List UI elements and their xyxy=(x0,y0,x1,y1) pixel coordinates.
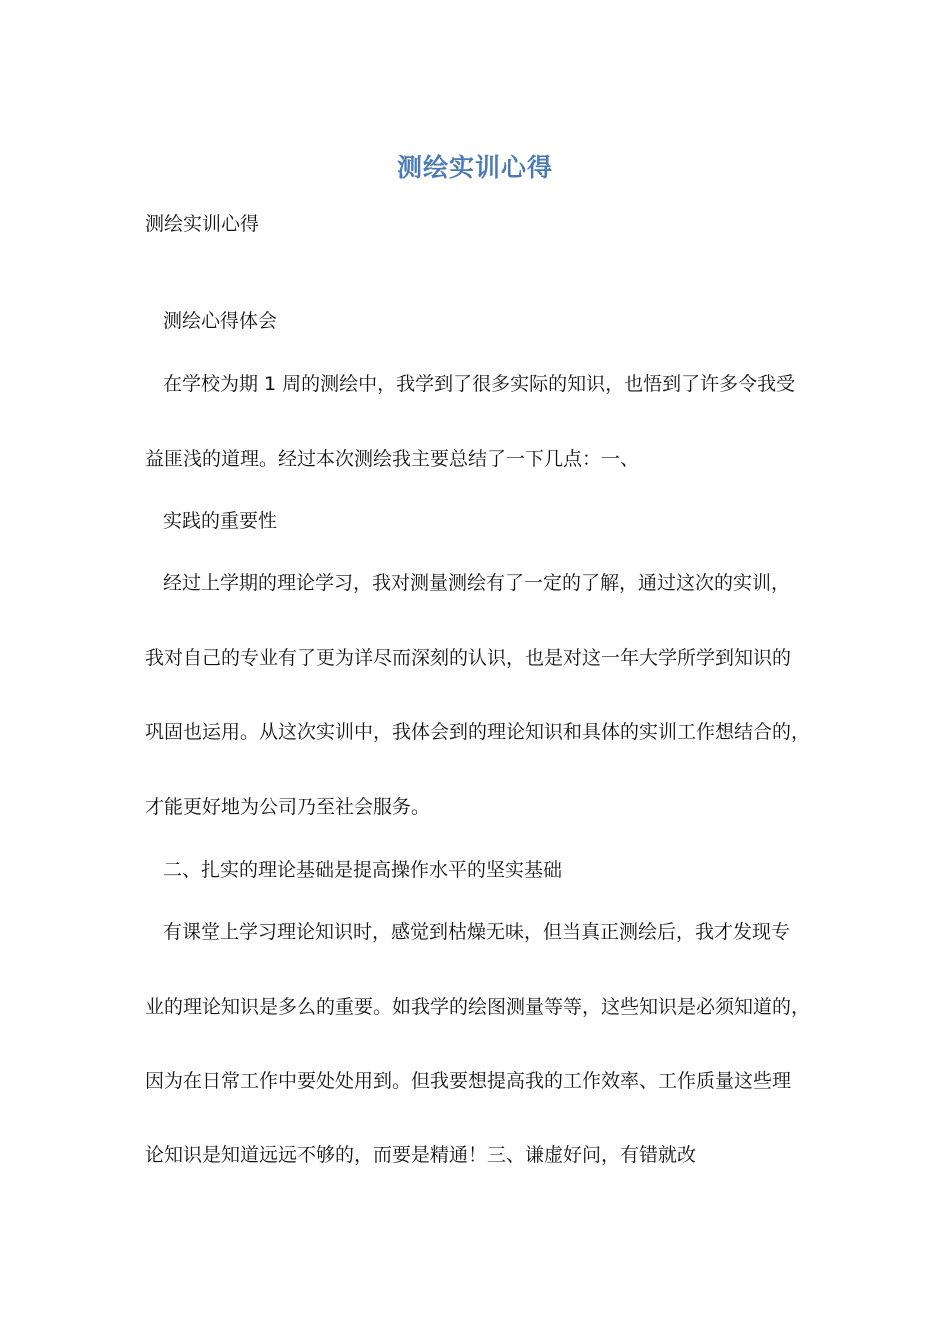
document-subtitle: 测绘实训心得 xyxy=(145,213,260,235)
paragraph-line: 经过上学期的理论学习，我对测量测绘有了一定的了解，通过这次的实训， xyxy=(163,572,791,594)
paragraph-line: 才能更好地为公司乃至社会服务。 xyxy=(145,796,431,818)
paragraph-line: 有课堂上学习理论知识时，感觉到枯燥无味，但当真正测绘后，我才发现专 xyxy=(163,921,791,943)
paragraph-line: 巩固也运用。从这次实训中，我体会到的理论知识和具体的实训工作想结合的， xyxy=(145,721,811,743)
section-heading: 实践的重要性 xyxy=(163,510,278,532)
paragraph-line: 业的理论知识是多么的重要。如我学的绘图测量等等，这些知识是必须知道的， xyxy=(145,996,811,1018)
paragraph-line: 我对自己的专业有了更为详尽而深刻的认识，也是对这一年大学所学到知识的 xyxy=(145,647,792,669)
paragraph-line: 在学校为期 1 周的测绘中，我学到了很多实际的知识，也悟到了许多令我受 xyxy=(163,373,796,395)
document-title: 测绘实训心得 xyxy=(396,153,553,182)
paragraph-line: 因为在日常工作中要处处用到。但我要想提高我的工作效率、工作质量这些理 xyxy=(145,1070,792,1092)
paragraph-line: 论知识是知道远远不够的，而要是精通！三、谦虚好问，有错就改 xyxy=(145,1144,697,1166)
paragraph-line: 益匪浅的道理。经过本次测绘我主要总结了一下几点：一、 xyxy=(145,448,640,470)
section-heading: 测绘心得体会 xyxy=(163,310,278,332)
section-heading: 二、扎实的理论基础是提高操作水平的坚实基础 xyxy=(163,859,563,881)
